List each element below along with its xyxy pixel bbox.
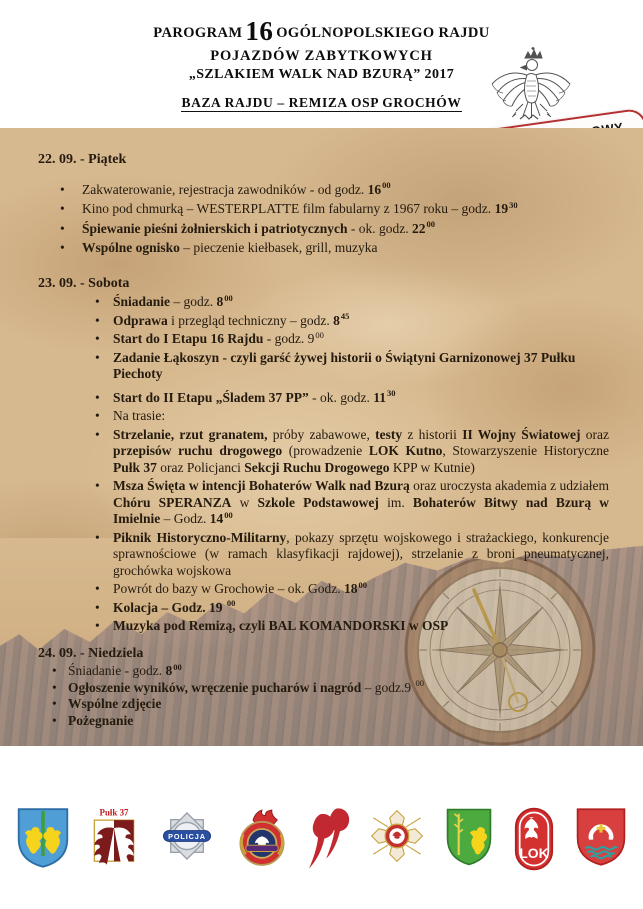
schedule-item: • Kolacja – Godz. 19 $^{00}$ <box>95 598 236 615</box>
schedule-item: • Zakwaterowanie, rejestracja zawodników - od godz. $16^{00}$ <box>60 180 391 197</box>
schedule-section <box>0 646 643 730</box>
schedule-item: • Piknik Historyczno-Militarny, pokazy sprzętu wojskowego i strażackiego, konkurencje sprawnościowe (w ramach klasyfikacji rajdowej), strzelanie z broni pneumatycznej, grochówka wojskowa <box>95 529 609 578</box>
coat-of-arms-green-lion-icon <box>445 806 493 868</box>
bullet-icon: • <box>95 389 100 405</box>
edition-number: 16 <box>245 16 274 46</box>
bullet-icon: • <box>95 478 100 493</box>
svg-text:POLICJA: POLICJA <box>167 832 206 842</box>
bullet-icon: • <box>95 426 100 442</box>
pulk-37-badge-icon <box>89 806 139 870</box>
section-date-header: 23. 09. - Sobota <box>38 275 130 291</box>
base-line: BAZA RAJDU – REMIZA OSP GROCHÓW <box>181 95 462 110</box>
section-date-header: 24. 09. - Niedziela <box>38 645 144 661</box>
schedule-item: • Odprawa i przegląd techniczny – godz. $8^{45}$ <box>95 311 350 328</box>
bullet-icon: • <box>95 529 100 545</box>
bullet-icon: • <box>95 599 100 615</box>
schedule-item: • Kino pod chmurką – WESTERPLATTE film fabularny z 1967 roku – godz. $19^{30}$ <box>60 199 518 216</box>
partner-logos-row <box>0 806 643 898</box>
schedule-item: • Pożegnanie <box>52 712 134 728</box>
bullet-icon: • <box>95 618 100 633</box>
straz-pozarna-badge-icon <box>235 806 289 870</box>
bullet-icon: • <box>60 220 65 236</box>
schedule-item: • Śniadanie – godz. $8^{00}$ <box>95 292 233 309</box>
coat-of-arms-horseshoe-icon <box>575 806 627 868</box>
bullet-icon: • <box>95 294 100 309</box>
schedule-item: • Msza Święta w intencji Bohaterów Walk nad Bzurą oraz uroczysta akademia z udziałem Chóru SPERANZA w Szkole Podstawowej im. Bohaterów Bitwy nad Bzurą w Imielnie – Godz. $14^{00}$ <box>95 478 610 526</box>
bullet-icon: • <box>95 581 100 596</box>
svg-text:Pułk 37: Pułk 37 <box>99 807 129 818</box>
coat-of-arms-blue-lions-icon <box>16 806 70 870</box>
bullet-icon: • <box>60 201 65 216</box>
schedule-item: • Na trasie: <box>95 408 166 423</box>
bullet-icon: • <box>60 240 65 255</box>
title-line-3: „SZLAKIEM WALK NAD BZURĄ” 2017 <box>188 67 455 82</box>
schedule-section <box>0 128 643 257</box>
bullet-icon: • <box>95 349 100 365</box>
schedule-item: • Zadanie Łąkoszyn - czyli garść żywej historii o Świątyni Garnizonowej 37 Pułku Piechoty <box>95 349 576 381</box>
bullet-icon: • <box>52 663 57 678</box>
bullet-icon: • <box>60 181 65 197</box>
title-line-1 <box>0 16 643 47</box>
schedule-item: • Ogłoszenie wyników, wręczenie pucharów i nagród – godz.9 $^{00}$ <box>52 678 424 695</box>
schedule-item: • Wspólne zdjęcie <box>52 696 162 711</box>
policja-star-badge-icon <box>158 806 216 866</box>
bullet-icon: • <box>52 696 57 711</box>
bullet-icon: • <box>52 679 57 695</box>
lok-badge-icon <box>512 806 556 872</box>
bullet-icon: • <box>52 712 57 728</box>
schedule-item: • Śpiewanie pieśni żołnierskich i patriotycznych - ok. godz. $22^{00}$ <box>60 219 436 236</box>
schedule-item: • Muzyka pod Remizą, czyli BAL KOMANDORSKI w OSP <box>95 618 449 633</box>
zosp-cross-badge-icon <box>368 806 426 866</box>
section-date-header: 22. 09. - Piątek <box>38 152 127 167</box>
title-suffix: OGÓLNOPOLSKIEGO RAJDU <box>276 25 490 41</box>
schedule-section <box>0 276 643 635</box>
schedule-item: • Powrót do bazy w Grochowie – ok. Godz. $18^{00}$ <box>95 579 367 596</box>
bullet-icon: • <box>95 312 100 328</box>
red-flames-emblem-icon <box>308 806 350 882</box>
bullet-icon: • <box>95 408 100 423</box>
schedule <box>0 128 643 729</box>
schedule-item: • Start do II Etapu „Śladem 37 PP” - ok. godz. $11^{30}$ <box>95 388 396 405</box>
schedule-item: • Wspólne ognisko – pieczenie kiełbasek, grill, muzyka <box>60 240 378 255</box>
schedule-item: • Śniadanie - godz. $8^{00}$ <box>52 661 182 678</box>
bullet-icon: • <box>95 331 100 346</box>
title-prefix: PAROGRAM <box>153 25 243 41</box>
schedule-item: • Strzelanie, rzut granatem, próby zabawowe, testy z historii II Wojny Światowej oraz przepisów ruchu drogowego (prowadzenie LOK Kutno, Stowarzyszenie Historyczne Pułk 37 oraz Policjanci Sekcji Ruchu Drogowego KPP w Kutnie) <box>95 426 610 475</box>
schedule-item: • Start do I Etapu 16 Rajdu - godz. $9^{00}$ <box>95 329 324 346</box>
svg-text:LOK: LOK <box>519 845 549 862</box>
title-line-2: POJAZDÓW ZABYTKOWYCH <box>210 48 433 64</box>
